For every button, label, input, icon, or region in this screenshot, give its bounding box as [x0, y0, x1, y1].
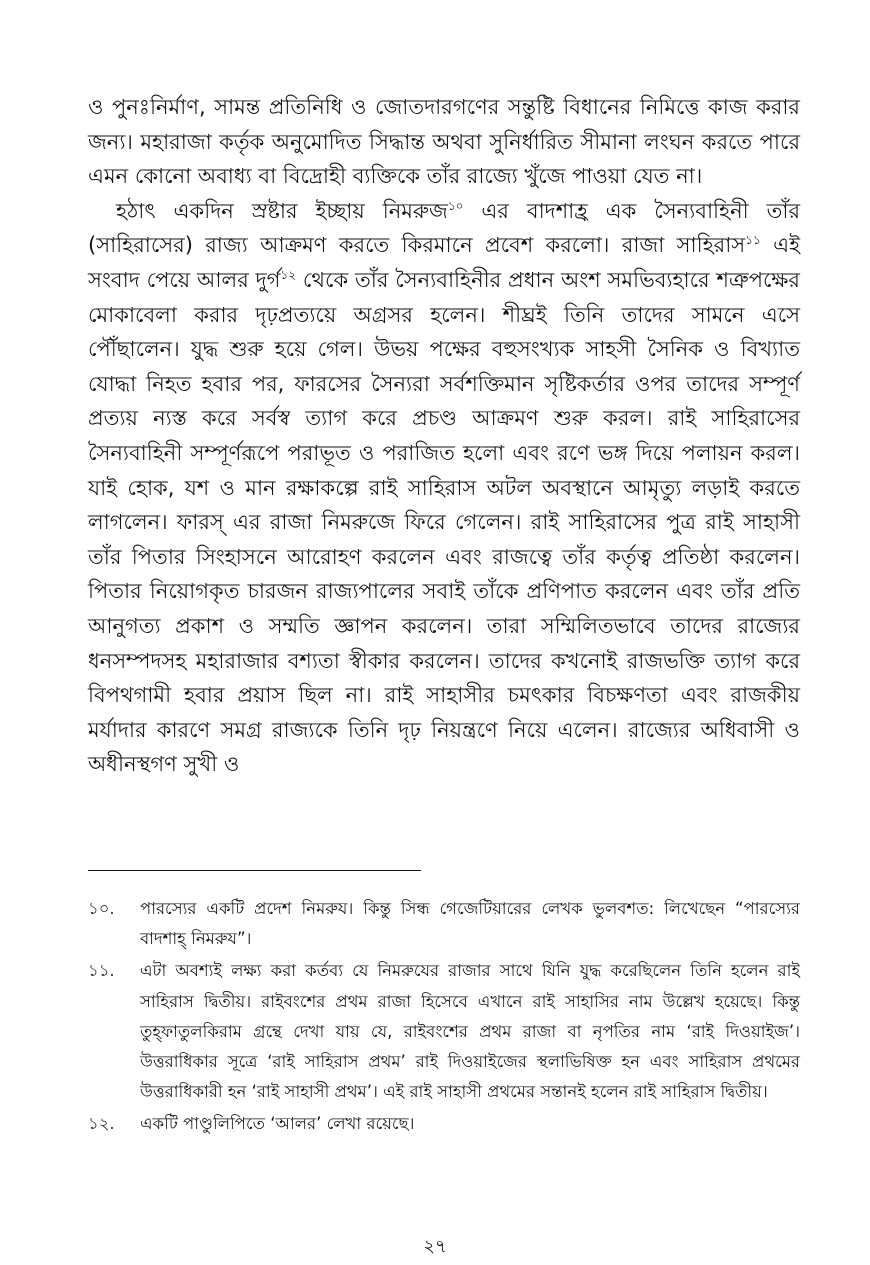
footnote-11: [88, 956, 800, 1107]
paragraph-2-part-a: হঠাৎ একদিন স্রষ্টার ইচ্ছায় নিমরুজ: [116, 198, 448, 223]
footnote-text: পারস্যের একটি প্রদেশ নিমরুয। কিন্তু সিন্ধ গেজেটিয়ারের লেখক ভুলবশত: লিখেছেন “পারস্যের বাদশাহ্ নিমরুয”।: [140, 899, 800, 949]
main-text: [88, 90, 800, 782]
page-number: ২৭: [423, 1236, 447, 1257]
paragraph-2: [88, 194, 800, 782]
footnote-10: [88, 894, 800, 954]
footnote-number: ১০.: [88, 899, 115, 918]
paragraph-2-part-c: এই সংবাদ পেয়ে আলর দুর্গ: [88, 233, 800, 292]
paragraph-2-part-d: থেকে তাঁর সৈন্যবাহিনীর প্রধান অংশ সমভিব্যহারে শত্রুপক্ষের মোকাবেলা করার দৃঢ়প্রত্যয়ে অগ্রসর হলেন। শীঘ্রই তিনি তাদের সামনে এসে পৌঁছালেন। যুদ্ধ শুরু হয়ে গেল। উভয় পক্ষের বহুসংখ্যক সাহসী সৈনিক ও বিখ্যাত যোদ্ধা নিহত হবার পর, ফারসের সৈন্যরা সর্বশক্তিমান সৃষ্টিকর্তার ওপর তাদের সম্পূর্ণ প্রত্যয় ন্যস্ত করে সর্বস্ব ত্যাগ করে প্রচণ্ড আক্রমণ শুরু করল। রাই সাহিরাসের সৈন্যবাহিনী সম্পূর্ণরূপে পরাভূত ও পরাজিত হলো এবং রণে ভঙ্গ দিয়ে পলায়ন করল। যাই হোক, যশ ও মান রক্ষাকল্পে রাই সাহিরাস অটল অবস্থানে আমৃত্যু লড়াই করতে লাগলেন। ফারস্ এর রাজা নিমরুজে ফিরে গেলেন। রাই সাহিরাসের পুত্র রাই সাহাসী তাঁর পিতার সিংহাসনে আরোহণ করলেন এবং রাজত্বে তাঁর কর্তৃত্ব প্রতিষ্ঠা করলেন। পিতার নিয়োগকৃত চারজন রাজ্যপালের সবাই তাঁকে প্রণিপাত করলেন এবং তাঁর প্রতি আনুগত্য প্রকাশ ও সম্মতি জ্ঞাপন করলেন। তারা সম্মিলিতভাবে তাদের রাজ্যের ধনসম্পদসহ মহারাজার বশ্যতা স্বীকার করলেন। তাদের কখনোই রাজভক্তি ত্যাগ করে বিপথগামী হবার প্রয়াস ছিল না। রাই সাহাসীর চমৎকার বিচক্ষণতা এবং রাজকীয় মর্যাদার কারণে সমগ্র রাজ্যকে তিনি দৃঢ় নিয়ন্ত্রণে নিয়ে এলেন। রাজ্যের অধিবাসী ও অধীনস্থগণ সুখী ও: [88, 267, 800, 777]
footnote-number: ১১.: [88, 961, 115, 981]
paragraph-2-part-b: এর বাদশাহ্র এক সৈন্যবাহিনী তাঁর (সাহিরাসের) রাজ্য আক্রমণ করতে কিরমানে প্রবেশ করলো। রাজা সাহিরাস: [88, 198, 800, 258]
footnote-number: ১২.: [88, 1114, 115, 1134]
footnote-ref-12: ১২: [280, 267, 297, 282]
footnote-separator: [88, 870, 421, 871]
footnotes: [88, 894, 800, 1142]
footnote-ref-11: ১১: [745, 233, 761, 248]
footnote-text: একটি পাণ্ডুলিপিতে ‘আলর’ লেখা রয়েছে।: [140, 1114, 415, 1134]
footnote-text: এটা অবশ্যই লক্ষ্য করা কর্তব্য যে নিমরুযের রাজার সাথে যিনি যুদ্ধ করেছিলেন তিনি হলেন রাই সাহিরাস দ্বিতীয়। রাইবংশের প্রথম রাজা হিসেবে এখানে রাই সাহাসির নাম উল্লেখ হয়েছে। কিন্তু তুহ্ফাতুলকিরাম গ্রন্থে দেখা যায় যে, রাইবংশের প্রথম রাজা বা নৃপতির নাম ‘রাই দিওয়াইজ’। উত্তরাধিকার সূত্রে ‘রাই সাহিরাস প্রথম’ রাই দিওয়াইজের স্থলাভিষিক্ত হন এবং সাহিরাস প্রথমের উত্তরাধিকারী হন ‘রাই সাহাসী প্রথম’। এই রাই সাহাসী প্রথমের সন্তানই হলেন রাই সাহিরাস দ্বিতীয়।: [140, 961, 800, 1102]
paragraph-1: ও পুনঃনির্মাণ, সামন্ত প্রতিনিধি ও জোতদারগণের সন্তুষ্টি বিধানের নিমিত্তে কাজ করার জন্য। মহারাজা কর্তৃক অনুমোদিত সিদ্ধান্ত অথবা সুনির্ধারিত সীমানা লংঘন করতে পারে এমন কোনো অবাধ্য বা বিদ্রোহী ব্যক্তিকে তাঁর রাজ্যে খুঁজে পাওয়া যেত না।: [88, 95, 800, 189]
footnote-12: [88, 1109, 800, 1139]
footnote-ref-10: ১০: [447, 198, 464, 213]
